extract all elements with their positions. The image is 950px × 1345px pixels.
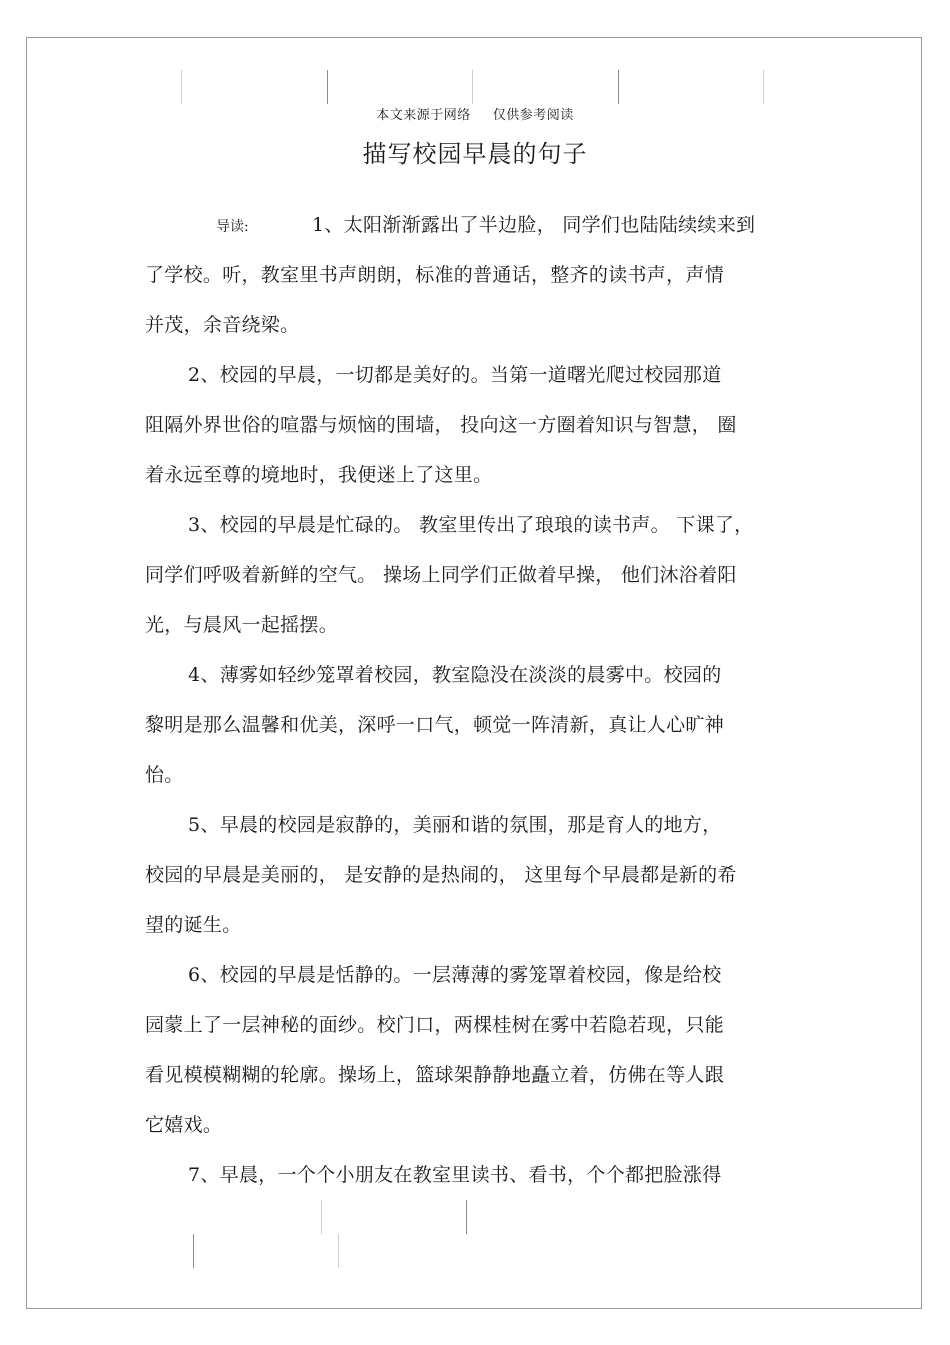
column-mark: [472, 70, 473, 104]
column-mark: [193, 1234, 194, 1268]
body-line: 了学校。听，教室里书声朗朗，标准的普通话，整齐的读书声，声情: [145, 264, 725, 286]
body-line: 同学们呼吸着新鲜的空气。 操场上同学们正做着早操， 他们沐浴着阳: [145, 564, 737, 586]
body-line: 黎明是那么温馨和优美，深呼一口气，顿觉一阵清新，真让人心旷神: [145, 714, 725, 736]
document-title: 描写校园早晨的句子: [362, 140, 588, 168]
column-mark: [466, 1200, 467, 1234]
source-note-b: 仅供参考阅读: [492, 108, 574, 123]
column-mark: [181, 70, 182, 104]
body-line: 怡。: [145, 764, 184, 786]
lead-label: 导读:: [216, 219, 249, 235]
column-mark: [338, 1234, 339, 1268]
body-line: 望的诞生。: [145, 914, 242, 936]
body-line: 3、校园的早晨是忙碌的。 教室里传出了琅琅的读书声。 下课了，: [188, 514, 754, 536]
body-line: 着永远至尊的境地时，我便迷上了这里。: [145, 464, 493, 486]
body-line: 校园的早晨是美丽的， 是安静的是热闹的， 这里每个早晨都是新的希: [145, 864, 737, 886]
body-line: 4、薄雾如轻纱笼罩着校园，教室隐没在淡淡的晨雾中。校园的: [188, 664, 722, 686]
body-line: 并茂，余音绕梁。: [145, 314, 300, 336]
body-line: 6、校园的早晨是恬静的。一层薄薄的雾笼罩着校园，像是给校: [188, 964, 722, 986]
column-mark: [327, 70, 328, 104]
source-note: [0, 104, 950, 123]
body-line: 5、早晨的校园是寂静的，美丽和谐的氛围，那是育人的地方，: [188, 814, 722, 836]
body-line: 7、早晨，一个个小朋友在教室里读书、看书，个个都把脸涨得: [188, 1164, 722, 1186]
body-line: 1、太阳渐渐露出了半边脸， 同学们也陆陆续续来到: [312, 214, 756, 236]
body-line: 光，与晨风一起摇摆。: [145, 614, 339, 636]
body-line: 看见模模糊糊的轮廓。操场上，篮球架静静地矗立着，仿佛在等人跟: [145, 1064, 725, 1086]
body-line: 2、校园的早晨，一切都是美好的。当第一道曙光爬过校园那道: [188, 364, 722, 386]
body-line: 阻隔外界世俗的喧嚣与烦恼的围墙， 投向这一方圈着知识与智慧， 圈: [145, 414, 737, 436]
column-mark: [618, 70, 619, 104]
source-note-a: 本文来源于网络: [376, 108, 471, 123]
body-line: 园蒙上了一层神秘的面纱。校门口，两棵桂树在雾中若隐若现，只能: [145, 1014, 725, 1036]
body-line: 它嬉戏。: [145, 1114, 223, 1136]
column-mark: [763, 70, 764, 104]
column-mark: [321, 1200, 322, 1234]
